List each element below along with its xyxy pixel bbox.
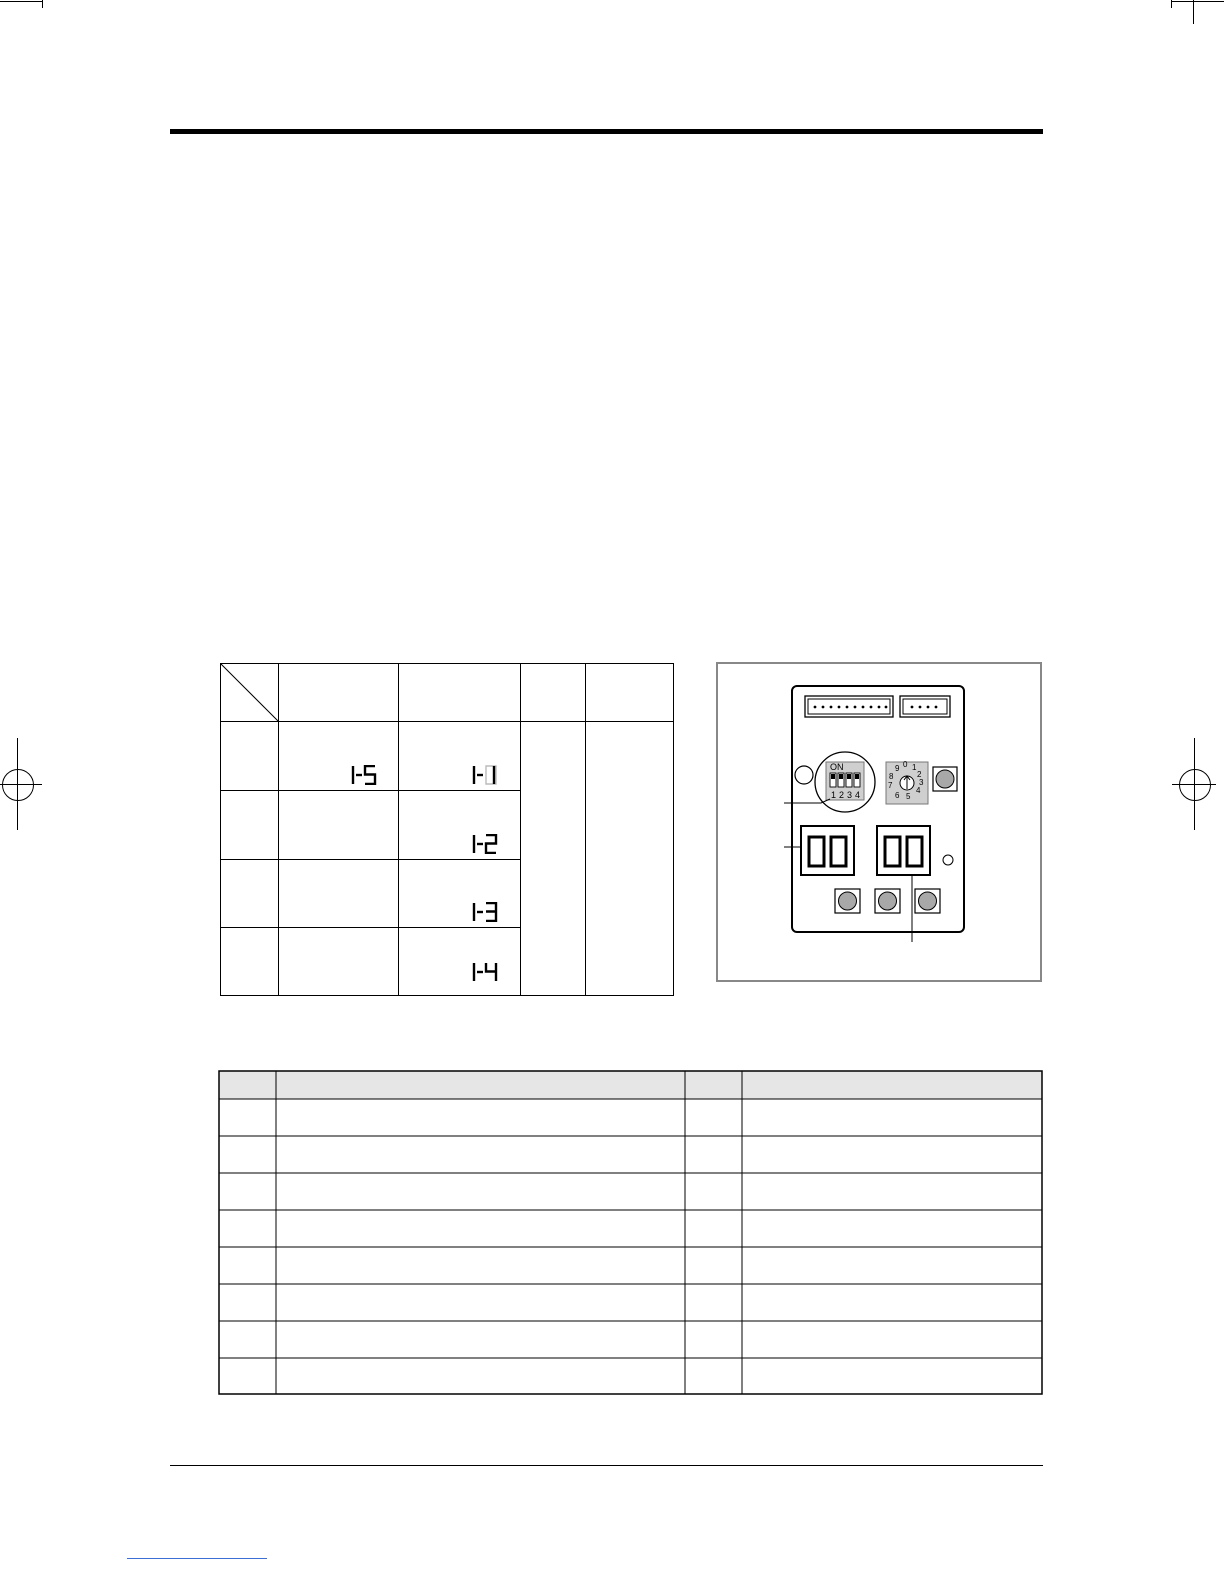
rotary-digit: 3 <box>919 778 924 787</box>
grid-line <box>221 927 520 928</box>
code-glyph-i3 <box>472 902 498 922</box>
footer-rule <box>170 1465 1043 1466</box>
grid-line <box>221 721 673 722</box>
corner-diagonal <box>221 664 279 722</box>
grid-line <box>278 664 279 995</box>
rotary-digit: 1 <box>912 763 917 772</box>
rotary-digit: 2 <box>917 770 922 779</box>
rotary-digit: 8 <box>889 772 894 781</box>
grid-line <box>585 664 586 995</box>
footer-link-underline <box>127 1558 267 1559</box>
grid-line <box>221 859 520 860</box>
code-glyph-i4 <box>472 962 498 982</box>
registration-mark <box>1179 769 1211 801</box>
rotary-digit: 9 <box>895 764 900 773</box>
rotary-digit: 7 <box>888 781 893 790</box>
dip-switch-position-2: 2 <box>839 790 845 800</box>
dip-switch-on-label: ON <box>830 762 844 772</box>
grid-line <box>520 664 521 995</box>
dip-switch-position-4: 4 <box>855 790 861 800</box>
rotary-digit: 0 <box>903 760 908 769</box>
control-board-diagram <box>716 662 1042 982</box>
crop-mark <box>1171 0 1172 8</box>
crop-mark <box>1171 1 1224 2</box>
rotary-digit: 4 <box>916 786 921 795</box>
grid-line <box>221 790 520 791</box>
crop-mark <box>42 0 43 8</box>
header-rule <box>170 129 1043 134</box>
code-glyph-i2 <box>472 834 498 854</box>
code-glyph-i1 <box>472 765 498 785</box>
rotary-digit: 6 <box>895 791 900 800</box>
crop-mark <box>1193 0 1194 24</box>
reference-table <box>218 1070 1044 1396</box>
code-glyph-i5 <box>351 765 377 785</box>
crop-mark <box>0 1 42 2</box>
code-grid-table <box>220 663 674 996</box>
dip-switch-position-3: 3 <box>847 790 853 800</box>
grid-line <box>398 664 399 995</box>
registration-mark <box>2 769 34 801</box>
rotary-digit: 5 <box>906 792 911 801</box>
dip-switch-position-1: 1 <box>831 790 837 800</box>
